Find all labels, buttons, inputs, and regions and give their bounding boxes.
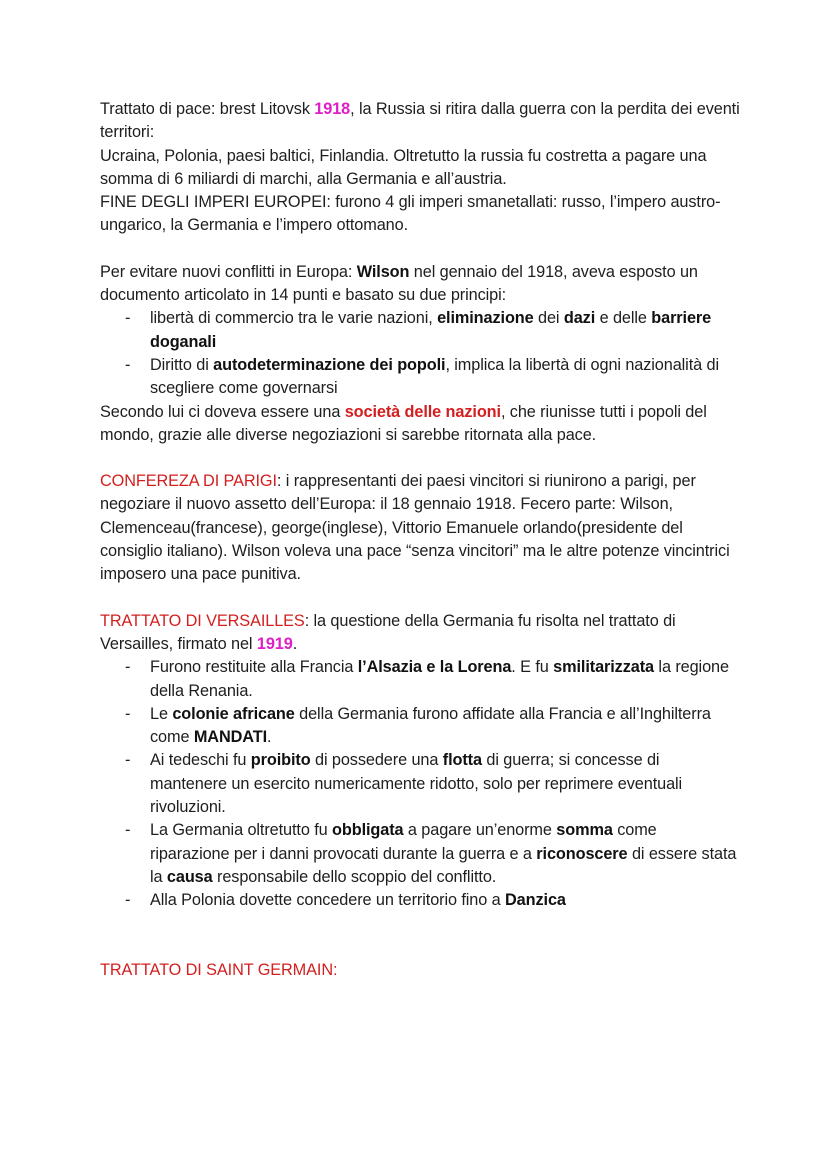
- text: , implica la libertà di ogni nazionalità di scegliere come governarsi: [150, 355, 719, 398]
- text: Ucraina, Polonia, paesi baltici, Finlandia. Oltretutto la russia fu costretta a pagare una somma di 6 miliardi di marchi, alla Germania e all’austria.: [100, 146, 707, 188]
- bold-term: causa: [166, 867, 213, 886]
- list-item: [100, 656, 740, 703]
- bold-term: barriere doganali: [150, 309, 712, 351]
- bold-term: autodeterminazione dei popoli: [213, 355, 446, 374]
- paragraph-wilson: [100, 261, 740, 308]
- section-heading: CONFEREZA DI PARIGI: [100, 472, 277, 491]
- bold-term: l’Alsazia e la Lorena: [357, 658, 512, 677]
- bold-term: riconoscere: [536, 844, 628, 863]
- highlight-term: società delle nazioni: [344, 402, 501, 421]
- text: di essere stata la: [150, 844, 737, 886]
- text: FINE DEGLI IMPERI EUROPEI: furono 4 gli imperi smanetallati: russo, l’impero austro-ungarico, la Germania e l’impero ottomano.: [100, 193, 721, 235]
- text: .: [292, 634, 298, 653]
- text: a pagare un’enorme: [403, 821, 557, 840]
- text: della Germania furono affidate alla Francia e all’Inghilterra come: [150, 704, 711, 747]
- text: La Germania oltretutto fu: [150, 821, 333, 840]
- bold-term: proibito: [250, 751, 311, 770]
- text: Le: [150, 704, 173, 723]
- bullet-dash: -: [125, 658, 131, 677]
- text: libertà di commercio tra le varie nazioni,: [150, 309, 438, 328]
- text: .: [267, 728, 272, 747]
- section-heading: TRATTATO DI SAINT GERMAIN:: [100, 960, 338, 979]
- list-item: [100, 307, 740, 354]
- bullet-dash: -: [125, 355, 131, 374]
- text: Per evitare nuovi conflitti in Europa:: [100, 262, 357, 281]
- list-item: [100, 889, 740, 912]
- text: , la Russia si ritira dalla guerra con la perdita dei eventi territori:: [100, 100, 740, 142]
- text: . E fu: [511, 658, 554, 677]
- highlight-year: 1919: [256, 634, 293, 653]
- text: Trattato di pace: brest Litovsk: [100, 100, 315, 118]
- text: dei: [533, 309, 564, 328]
- spacer: [100, 913, 740, 936]
- bold-term: dazi: [563, 309, 596, 328]
- highlight-year: 1918: [314, 100, 351, 118]
- text: : la questione della Germania fu risolta nel trattato di Versailles, firmato nel: [100, 611, 676, 653]
- bold-term: somma: [556, 821, 613, 840]
- list-item: [100, 749, 740, 819]
- bold-term: Wilson: [356, 262, 410, 281]
- text: : i rappresentanti dei paesi vincitori si riunirono a parigi, per negoziare il nuovo assetto dell’Europa: il 18 gennaio 1918. Fecero parte: Wilson, Clemenceau(francese), george(inglese), Vittorio Emanuele orlando(presidente del consiglio italiano). Wilson voleva una pace “senza vincitori” ma le altre potenze vincintrici imposero una pace punitiva.: [100, 472, 730, 584]
- bold-term: flotta: [442, 751, 482, 770]
- versailles-list: [100, 656, 740, 912]
- wilson-principles-list: [100, 307, 740, 400]
- text: come riparazione per i danni provocati durante la guerra e a: [150, 821, 657, 863]
- bold-term: smilitarizzata: [553, 658, 654, 677]
- text: Alla Polonia dovette concedere un territorio fino a: [150, 891, 506, 910]
- text: e delle: [595, 309, 652, 328]
- paragraph-societa-nazioni: [100, 401, 740, 448]
- paragraph-saint-germain: [100, 959, 740, 982]
- paragraph-brest-litovsk: [100, 98, 740, 238]
- spacer: [100, 587, 740, 610]
- section-heading: TRATTATO DI VERSAILLES: [100, 611, 305, 630]
- bullet-dash: -: [125, 704, 131, 723]
- bullet-dash: -: [125, 891, 131, 910]
- paragraph-versailles: [100, 610, 740, 657]
- list-item: [100, 819, 740, 889]
- text: Furono restituite alla Francia: [150, 658, 358, 677]
- text: responsabile dello scoppio del conflitto.: [212, 867, 497, 886]
- bold-term: Danzica: [505, 891, 566, 910]
- paragraph-conferenza-parigi: [100, 470, 740, 586]
- bullet-dash: -: [125, 821, 131, 840]
- text: , che riunisse tutti i popoli del mondo, grazie alle diverse negoziazioni si sarebbe ritornata alla pace.: [100, 402, 707, 444]
- spacer: [100, 447, 740, 470]
- bullet-dash: -: [125, 751, 131, 770]
- text: Secondo lui ci doveva essere una: [100, 402, 345, 421]
- text: la regione della Renania.: [150, 658, 729, 700]
- text: nel gennaio del 1918, aveva esposto un documento articolato in 14 punti e basato su due principi:: [100, 262, 698, 305]
- spacer: [100, 238, 740, 261]
- text: di possedere una: [310, 751, 443, 770]
- document-page: [100, 98, 740, 982]
- text: Ai tedeschi fu: [150, 751, 251, 770]
- bold-term: colonie africane: [172, 704, 295, 723]
- bold-term: MANDATI: [193, 728, 267, 747]
- list-item: [100, 703, 740, 750]
- bold-term: obbligata: [332, 821, 404, 840]
- bold-term: eliminazione: [437, 309, 534, 328]
- spacer: [100, 936, 740, 959]
- bullet-dash: -: [125, 309, 131, 328]
- text: di guerra; si concesse di mantenere un esercito numericamente ridotto, solo per reprimere eventuali rivoluzioni.: [150, 751, 683, 817]
- list-item: [100, 354, 740, 401]
- text: Diritto di: [150, 355, 214, 374]
